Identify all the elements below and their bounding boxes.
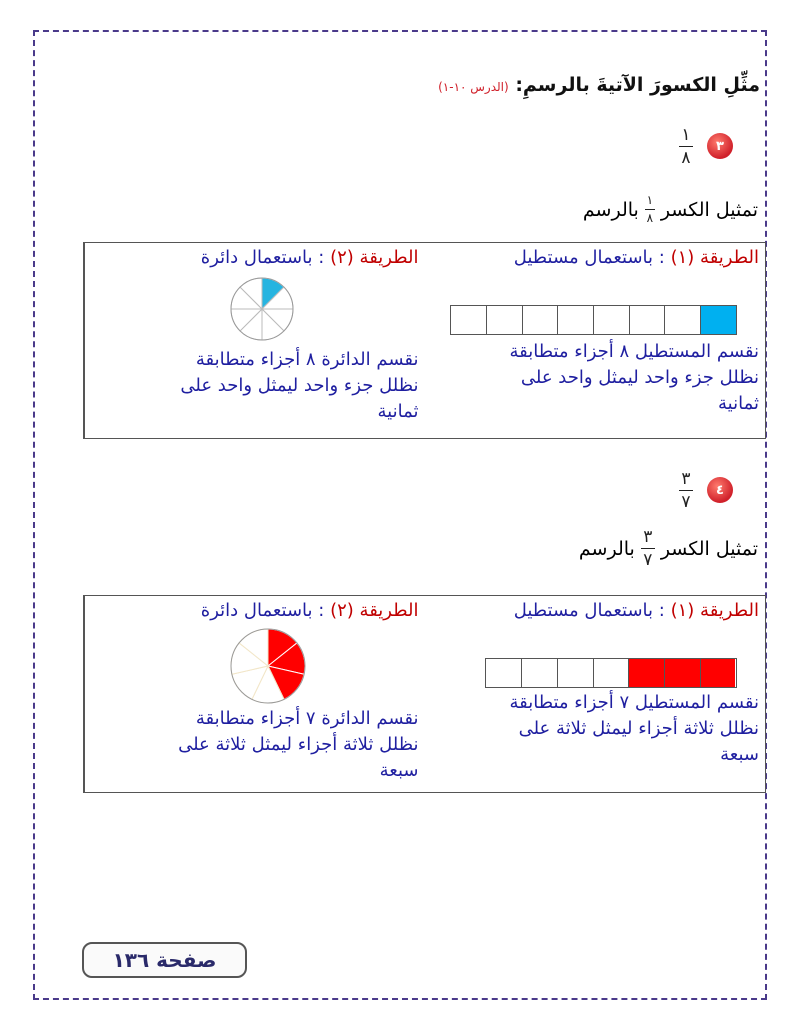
fraction-numerator: ٣: [681, 469, 691, 489]
rectangle-segment: [557, 306, 593, 334]
method-separator: :: [658, 600, 665, 621]
rectangle-segment: [557, 659, 593, 687]
rectangle-method-cell: [425, 243, 766, 438]
circle-method-explanation: [99, 706, 419, 784]
title-suffix: بالرسم: [582, 198, 639, 221]
method-separator: :: [658, 247, 665, 268]
explanation-line: ثمانية: [718, 393, 759, 414]
rectangle-segment: [700, 306, 736, 334]
problem-number-badge: ٤: [707, 477, 733, 503]
title-prefix: تمثيل الكسر: [660, 537, 758, 560]
problem-fraction: [679, 126, 693, 167]
explanation-line: نقسم الدائرة ٧ أجزاء متطابقة: [195, 708, 419, 729]
inline-fraction: [645, 194, 655, 225]
inline-fraction-bar: [641, 548, 655, 549]
rectangle-method-heading: [514, 247, 759, 268]
rectangle-segment: [521, 659, 557, 687]
circle-method-heading: [201, 600, 419, 621]
rectangle-method-explanation: [439, 690, 759, 768]
explanation-line: نقسم المستطيل ٧ أجزاء متطابقة: [509, 692, 759, 713]
page-number-label: صفحة ١٣٦: [82, 942, 247, 978]
page-frame: [33, 30, 767, 1000]
title-suffix: بالرسم: [578, 537, 635, 560]
method-separator: :: [318, 600, 325, 621]
circle-method-heading: [201, 247, 419, 268]
rectangle-segment: [664, 306, 700, 334]
rectangle-method-explanation: [439, 339, 759, 417]
fraction-bar: [679, 490, 693, 491]
circle-diagram: [230, 277, 294, 341]
rectangle-segment: [522, 306, 558, 334]
rectangle-segment: [593, 306, 629, 334]
instruction-text: مثِّلِ الكسورَ الآتيةَ بالرسمِ:: [515, 74, 760, 96]
fraction-numerator: ١: [681, 125, 691, 145]
explanation-line: ثمانية: [377, 401, 419, 422]
rectangle-segment: [664, 659, 700, 687]
inline-fraction-numerator: ٣: [643, 527, 653, 547]
method-description: باستعمال مستطيل: [513, 600, 654, 621]
method-description: باستعمال دائرة: [200, 247, 313, 268]
method-name: الطريقة (٢): [330, 247, 419, 268]
method-name: الطريقة (٢): [330, 600, 419, 621]
methods-table: [83, 242, 766, 439]
title-prefix: تمثيل الكسر: [660, 198, 758, 221]
circle-method-cell: [84, 243, 425, 438]
method-description: باستعمال مستطيل: [513, 247, 654, 268]
rectangle-diagram: [485, 658, 737, 688]
method-description: باستعمال دائرة: [200, 600, 313, 621]
rectangle-segment: [593, 659, 629, 687]
rectangle-segment: [629, 306, 665, 334]
inline-fraction: [641, 528, 655, 569]
method-name: الطريقة (١): [670, 600, 759, 621]
explanation-line: نظلل جزء واحد ليمثل واحد على: [520, 367, 759, 388]
representation-title: [579, 528, 758, 569]
rectangle-segment: [628, 659, 664, 687]
explanation-line: نظلل ثلاثة أجزاء ليمثل ثلاثة على: [178, 734, 419, 755]
rectangle-diagram: [450, 305, 737, 335]
explanation-line: نظلل جزء واحد ليمثل واحد على: [180, 375, 419, 396]
circle-method-explanation: [99, 347, 419, 425]
rectangle-segment: [486, 659, 522, 687]
instruction-header: [438, 74, 760, 96]
explanation-line: سبعة: [379, 760, 419, 781]
explanation-line: سبعة: [720, 744, 759, 765]
explanation-line: نقسم المستطيل ٨ أجزاء متطابقة: [509, 341, 759, 362]
explanation-line: نظلل ثلاثة أجزاء ليمثل ثلاثة على: [518, 718, 759, 739]
representation-title: [583, 194, 758, 225]
methods-table: [83, 595, 766, 793]
inline-fraction-bar: [645, 209, 655, 210]
problem-fraction: [679, 470, 693, 511]
rectangle-method-heading: [514, 600, 759, 621]
fraction-denominator: ٧: [681, 492, 691, 512]
fraction-denominator: ٨: [681, 148, 691, 168]
explanation-line: نقسم الدائرة ٨ أجزاء متطابقة: [195, 349, 419, 370]
inline-fraction-denominator: ٧: [643, 550, 653, 570]
lesson-reference: (الدرس ١٠-١): [438, 80, 509, 94]
method-name: الطريقة (١): [670, 247, 759, 268]
method-separator: :: [318, 247, 325, 268]
inline-fraction-numerator: ١: [646, 193, 654, 207]
inline-fraction-denominator: ٨: [646, 211, 654, 225]
rectangle-segment: [486, 306, 522, 334]
circle-diagram: [230, 628, 306, 704]
rectangle-segment: [451, 306, 487, 334]
rectangle-segment: [700, 659, 736, 687]
circle-method-cell: [84, 596, 425, 792]
rectangle-method-cell: [425, 596, 766, 792]
fraction-bar: [679, 146, 693, 147]
problem-number-badge: ٣: [707, 133, 733, 159]
